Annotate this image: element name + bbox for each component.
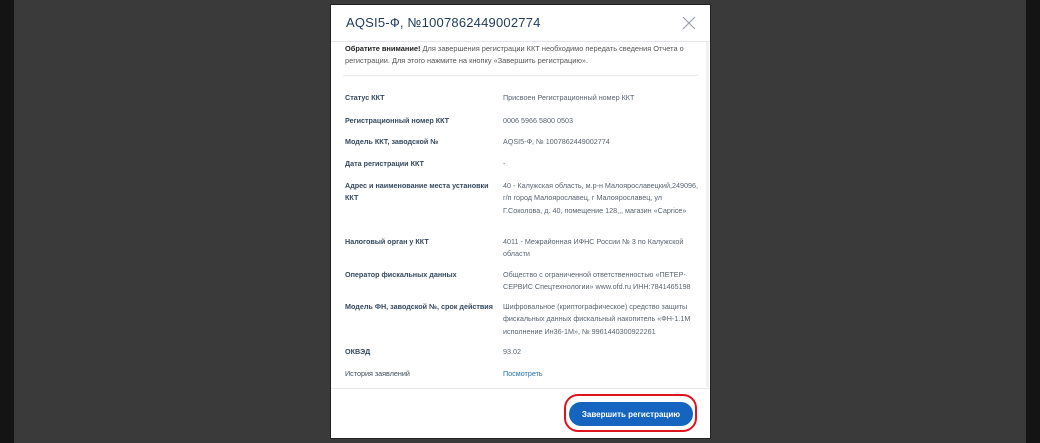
- row-label: Статус ККТ: [345, 93, 385, 102]
- right-edge: [1026, 0, 1040, 443]
- scrollbar[interactable]: [706, 35, 709, 387]
- row-label: Налоговый орган у ККТ: [345, 237, 429, 246]
- row-value: 93.02: [503, 347, 521, 356]
- row-value: Общество с ограниченной ответственностью «ПЕТЕР-СЕРВИС Спецтехнологии» www.ofd.ru ИНН:7841465198: [503, 270, 691, 292]
- divider: [343, 75, 698, 76]
- row-value: -: [503, 159, 506, 168]
- modal-body[interactable]: [331, 35, 710, 387]
- row-label: Адрес и наименование места установки ККТ: [345, 181, 489, 202]
- close-icon[interactable]: [682, 16, 696, 30]
- notice-text: Для завершения регистрации ККТ необходимо передать сведения Отчета о регистрации. Для этого нажмите на кнопку «Завершить регистрацию».: [345, 44, 684, 65]
- row-value: 4011 - Межрайонная ИФНС России № 3 по Калужской области: [503, 237, 684, 259]
- modal-header: [331, 5, 710, 42]
- row-label: Модель ККТ, заводской №: [345, 137, 439, 146]
- row-label: История заявлений: [345, 369, 410, 378]
- registration-notice: [345, 43, 695, 67]
- row-label: Дата регистрации ККТ: [345, 159, 424, 168]
- row-label: Регистрационный номер ККТ: [345, 116, 450, 125]
- row-value: Шифровальное (криптографическое) средство защиты фискальных данных фискальный накопитель «ФН-1.1М исполнение Ин36-1М», № 9961440300922261: [503, 302, 691, 336]
- row-value: Присвоен Регистрационный номер ККТ: [503, 93, 635, 102]
- row-value: 0006 5966 5800 0503: [503, 116, 573, 125]
- row-label: Оператор фискальных данных: [345, 270, 457, 279]
- row-label: ОКВЭД: [345, 347, 371, 356]
- row-label: Модель ФН, заводской №, срок действия: [345, 302, 493, 311]
- left-edge: [0, 0, 14, 443]
- modal-footer: [331, 388, 710, 438]
- row-value: 40 - Калужская область, м.р-н Малоярославецкий,249096, г/п город Малоярославец, г Малоярославец, ул Г.Соколова, д. 40, помещение 128,,, магазин «Caprice»: [503, 181, 698, 215]
- kkt-details-modal: [331, 5, 710, 438]
- modal-title: AQSI5-Ф, №1007862449002774: [346, 15, 541, 30]
- finish-registration-button[interactable]: Завершить регистрацию: [569, 402, 693, 426]
- view-history-link[interactable]: Посмотреть: [503, 369, 543, 378]
- row-value: AQSI5-Ф, № 1007862449002774: [503, 137, 610, 146]
- notice-bold: Обратите внимание!: [345, 44, 421, 53]
